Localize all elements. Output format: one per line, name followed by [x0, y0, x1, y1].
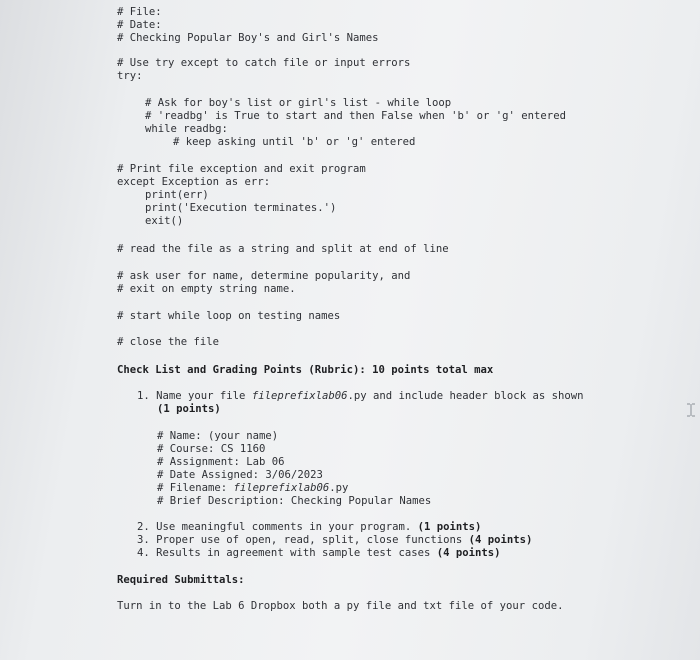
except-comment-line: # Print file exception and exit program [117, 163, 366, 175]
header-block-filename: # Filename: fileprefixlab06.py [157, 482, 349, 494]
rubric-heading: Check List and Grading Points (Rubric): 10 points total max [117, 364, 494, 376]
try-keyword-line: try: [117, 70, 143, 82]
start-loop-comment-line: # start while loop on testing names [117, 310, 341, 322]
readbg-comment-line: # 'readbg' is True to start and then False when 'b' or 'g' entered [145, 110, 566, 122]
rubric-item-2: 2. Use meaningful comments in your program. (1 points) [137, 521, 482, 533]
except-keyword-line: except Exception as err: [117, 176, 271, 188]
rubric-item-1-filename: fileprefixlab06 [251, 390, 348, 402]
while-readbg-line: while readbg: [145, 123, 228, 135]
print-err-line: print(err) [145, 189, 209, 201]
exit-line: exit() [145, 215, 184, 227]
header-title-line: # Checking Popular Boy's and Girl's Names [117, 32, 379, 44]
keep-asking-comment-line: # keep asking until 'b' or 'g' entered [173, 136, 416, 148]
ask-user-comment-line: # ask user for name, determine popularity, and [117, 270, 411, 282]
close-file-comment-line: # close the file [117, 336, 220, 348]
ask-list-comment-line: # Ask for boy's list or girl's list - while loop [145, 97, 452, 109]
print-terminates-line: print('Execution terminates.') [145, 202, 337, 214]
rubric-item-1: 1. Name your file fileprefixlab06.py and include header block as shown [137, 390, 584, 402]
header-block-name: # Name: (your name) [157, 430, 279, 442]
rubric-item-3: 3. Proper use of open, read, split, close functions (4 points) [137, 534, 533, 546]
header-file-line: # File: [117, 6, 162, 18]
submittals-text: Turn in to the Lab 6 Dropbox both a py file and txt file of your code. [117, 600, 564, 612]
header-block-course: # Course: CS 1160 [157, 443, 266, 455]
submittals-heading: Required Submittals: [117, 574, 245, 586]
try-comment-line: # Use try except to catch file or input errors [117, 57, 411, 69]
header-block-assignment: # Assignment: Lab 06 [157, 456, 285, 468]
text-cursor-icon [686, 403, 698, 419]
read-file-comment-line: # read the file as a string and split at end of line [117, 243, 449, 255]
header-block-date-assigned: # Date Assigned: 3/06/2023 [157, 469, 323, 481]
header-block-description: # Brief Description: Checking Popular Names [157, 495, 432, 507]
header-date-line: # Date: [117, 19, 162, 31]
exit-empty-comment-line: # exit on empty string name. [117, 283, 296, 295]
rubric-item-4: 4. Results in agreement with sample test cases (4 points) [137, 547, 501, 559]
rubric-item-1-points: (1 points) [157, 403, 221, 415]
